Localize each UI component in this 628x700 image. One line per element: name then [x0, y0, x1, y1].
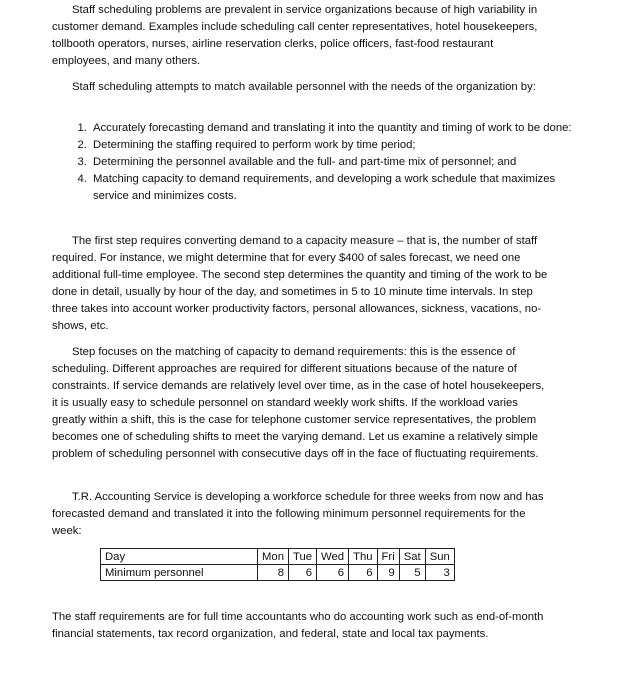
table-row	[101, 565, 455, 581]
minimum-personnel-label: Minimum personnel	[101, 565, 258, 581]
personnel-value-cell: 5	[399, 565, 425, 581]
staff-requirements-paragraph: The staff requirements are for full time accountants who do accounting work such as end-of-month financial statements, tax record organization, and federal, state and local tax payments.	[52, 611, 544, 640]
matching-paragraph: Step focuses on the matching of capacity to demand requirements: this is the essence of scheduling. Different approaches are required for different situations because of the nature of constraints. If service demands are relatively level over time, as in the case of hotel housekeepers, it is usually easy to schedule personnel on standard weekly work shifts. If the workload varies greatly within a shift, this is the case for telephone customer service representatives, the problem becomes one of scheduling shifts to meet the varying demand. Let us examine a relatively simple problem of scheduling personnel with consecutive days off in the face of fluctuating requirements.	[52, 346, 545, 460]
steps-list	[52, 120, 590, 205]
day-header-cell: Mon	[258, 549, 289, 565]
first-step-paragraph: The first step requires converting demand to a capacity measure – that is, the number of staff required. For instance, we might determine that for every $400 of sales forecast, we need one additional full-time employee. The second step determines the quantity and timing of the work to be done in detail, usually by hour of the day, and sometimes in 5 to 10 minute time intervals. In step three takes into account worker productivity factors, personal allowances, sickness, vacations, no-shows, etc.	[52, 235, 548, 332]
day-header-cell: Tue	[288, 549, 316, 565]
personnel-value-cell: 9	[377, 565, 399, 581]
day-header-cell: Sun	[425, 549, 454, 565]
list-item: 2. Determining the staffing required to perform work by time period;	[90, 137, 590, 154]
day-header-cell: Fri	[377, 549, 399, 565]
table-row	[101, 549, 455, 565]
tr-accounting-paragraph: T.R. Accounting Service is developing a workforce schedule for three weeks from now and has forecasted demand and translated it into the following minimum personnel requirements for the week:	[52, 491, 544, 537]
intro-paragraph: Staff scheduling problems are prevalent in service organizations because of high variability in customer demand. Examples include scheduling call center representatives, hotel housekeepers, tollbooth operators, nurses, airline reservation clerks, police officers, fast-food restaurant employees, and many others.	[52, 4, 538, 67]
list-item: 3. Determining the personnel available and the full- and part-time mix of personnel; and	[90, 154, 590, 171]
day-header-cell: Sat	[399, 549, 425, 565]
personnel-value-cell: 8	[258, 565, 289, 581]
list-item: 4. Matching capacity to demand requirements, and developing a work schedule that maximizes service and minimizes costs.	[90, 171, 590, 205]
day-header-cell: Thu	[349, 549, 377, 565]
scheduling-paragraph: Staff scheduling attempts to match available personnel with the needs of the organization by:	[72, 81, 536, 93]
personnel-requirements-table	[100, 548, 455, 581]
personnel-value-cell: 6	[317, 565, 349, 581]
day-header-cell: Wed	[317, 549, 349, 565]
personnel-value-cell: 6	[349, 565, 377, 581]
list-item: 1. Accurately forecasting demand and translating it into the quantity and timing of work to be done:	[90, 120, 590, 137]
personnel-value-cell: 3	[425, 565, 454, 581]
personnel-value-cell: 6	[288, 565, 316, 581]
day-header-label: Day	[101, 549, 258, 565]
